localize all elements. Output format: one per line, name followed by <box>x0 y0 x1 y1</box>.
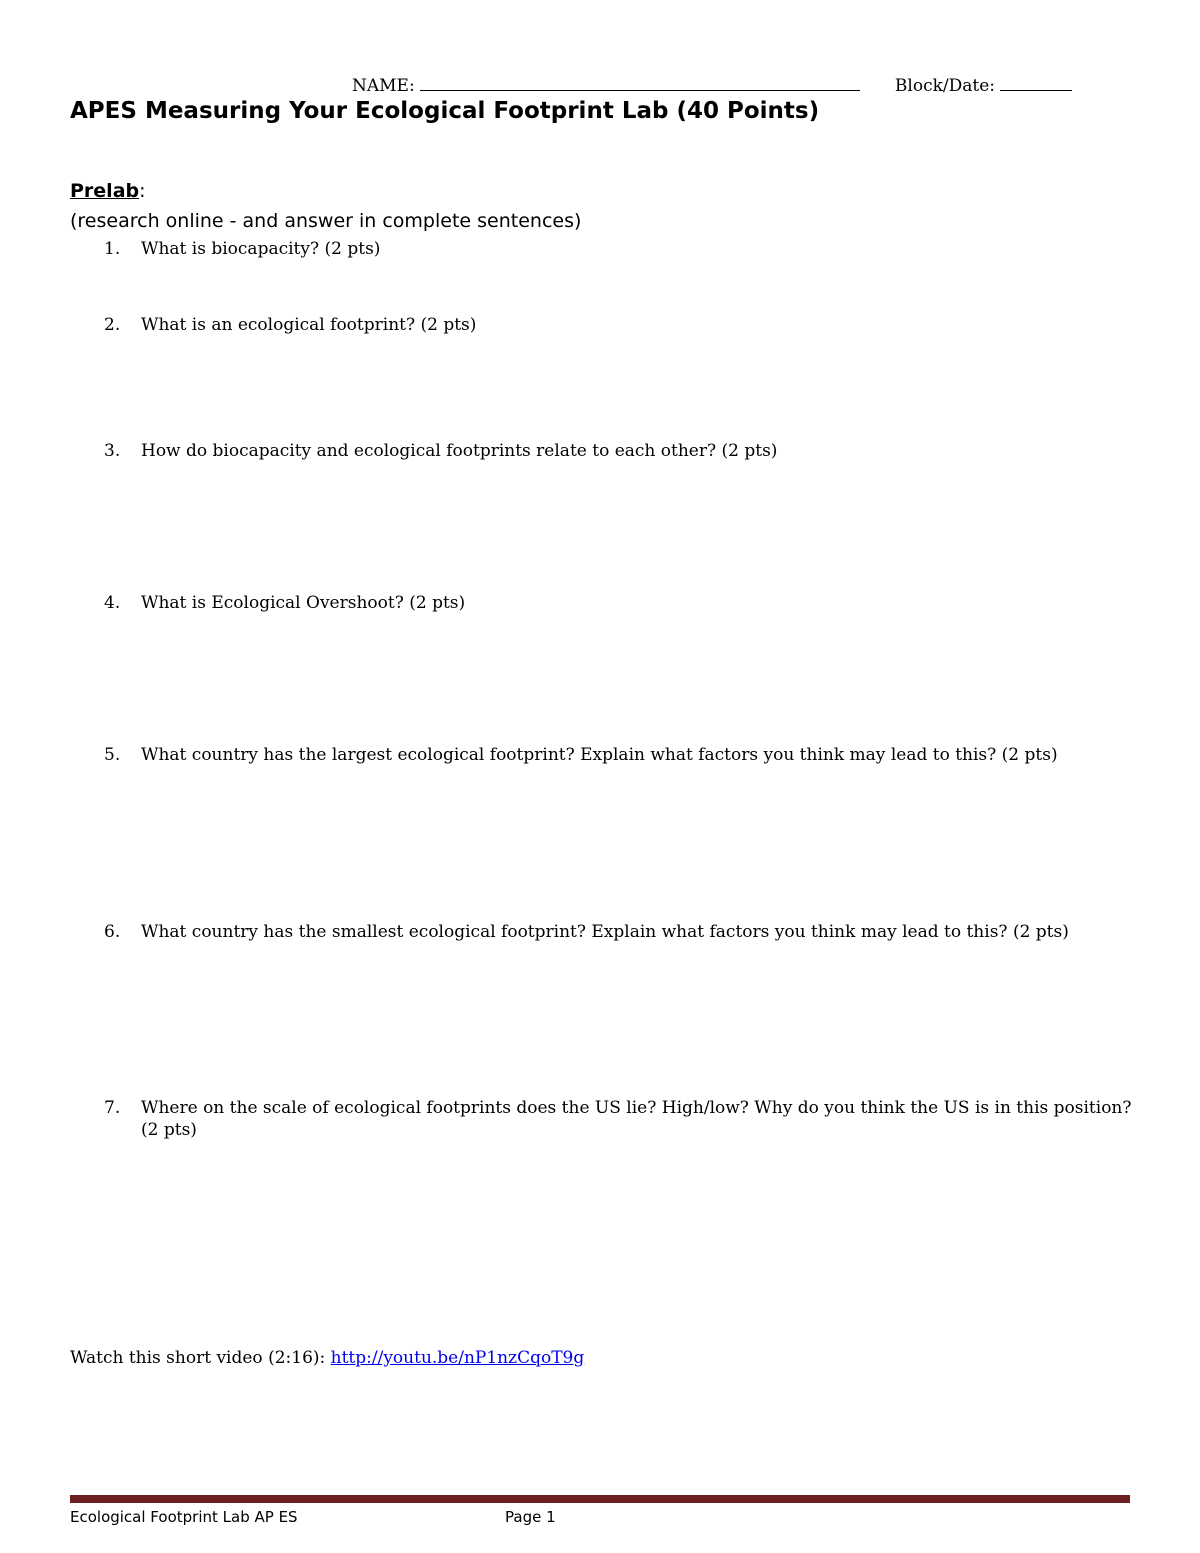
question-number: 6. <box>104 922 121 942</box>
question-text: Where on the scale of ecological footprints does the US lie? High/low? Why do you think the US is in this position? (2 pts) <box>141 1098 1132 1140</box>
footer-divider <box>70 1495 1130 1503</box>
prelab-heading <box>70 180 146 202</box>
video-line <box>70 1348 584 1368</box>
question-number: 5. <box>104 745 121 765</box>
question-text: What country has the smallest ecological footprint? Explain what factors you think may lead to this? (2 pts) <box>141 922 1069 942</box>
question-7 <box>104 1097 1144 1141</box>
page-title: APES Measuring Your Ecological Footprint Lab (40 Points) <box>70 98 820 124</box>
question-number: 7. <box>104 1098 121 1118</box>
question-4 <box>104 592 1144 614</box>
question-number: 4. <box>104 593 121 613</box>
prelab-heading-colon: : <box>139 180 146 202</box>
prelab-heading-text: Prelab <box>70 180 140 202</box>
question-text: What is biocapacity? (2 pts) <box>141 239 381 259</box>
video-label: Watch this short video (2:16): <box>70 1348 331 1368</box>
question-2 <box>104 314 1144 336</box>
name-field[interactable] <box>420 74 860 91</box>
question-5 <box>104 744 1144 766</box>
prelab-instructions: (research online - and answer in complete sentences) <box>70 210 582 232</box>
name-label: NAME: <box>352 76 415 96</box>
question-text: What is an ecological footprint? (2 pts) <box>141 315 477 335</box>
footer-title: Ecological Footprint Lab AP ES <box>70 1508 298 1526</box>
question-6 <box>104 921 1144 943</box>
block-date-field[interactable] <box>1000 74 1072 91</box>
question-text: How do biocapacity and ecological footprints relate to each other? (2 pts) <box>141 441 778 461</box>
question-text: What country has the largest ecological footprint? Explain what factors you think may lead to this? (2 pts) <box>141 745 1058 765</box>
question-text: What is Ecological Overshoot? (2 pts) <box>141 593 466 613</box>
question-3 <box>104 440 1144 462</box>
page-number: Page 1 <box>505 1508 556 1526</box>
question-number: 3. <box>104 441 121 461</box>
question-number: 1. <box>104 239 121 259</box>
question-1 <box>104 238 1144 260</box>
video-link[interactable]: http://youtu.be/nP1nzCqoT9g <box>330 1348 585 1368</box>
question-number: 2. <box>104 315 121 335</box>
block-date-label: Block/Date: <box>894 76 996 96</box>
name-block-date-line <box>352 74 1072 96</box>
